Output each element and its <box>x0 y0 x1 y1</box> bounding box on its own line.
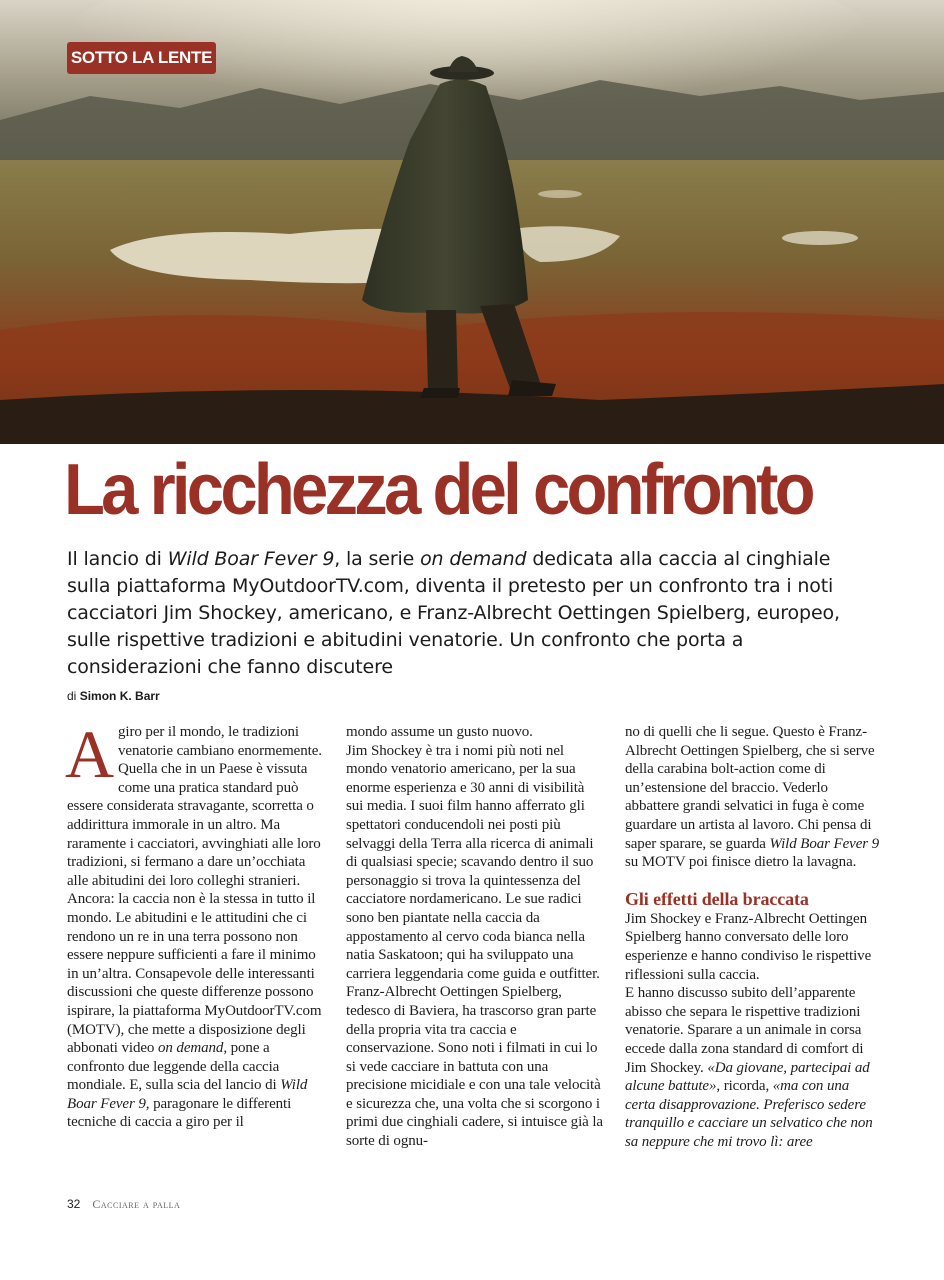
body-paragraph <box>65 716 325 890</box>
body-paragraph: Jim Shockey e Franz-Albrecht Oettingen Spielberg hanno conversato delle loro esperienze e hanno condiviso le rispettive riflessioni sulla caccia. <box>625 910 872 983</box>
body-column-2 <box>346 723 604 1151</box>
byline-author: Simon K. Barr <box>79 689 160 703</box>
standfirst <box>67 546 867 681</box>
body-text: , pone a confronto due leggende della caccia mondiale. E, sulla scia del lancio di <box>67 1040 281 1094</box>
pond-far <box>538 190 582 198</box>
quote-text: «Da giovane, partecipai ad alcune battute» <box>625 1059 870 1095</box>
magazine-name: Cacciare a palla <box>92 1197 181 1211</box>
section-subheading: Gli effetti della braccata <box>625 888 809 909</box>
body-text: giro per il mondo, le tradizioni venatorie cambiano enormemente. Quella che in un Paese è vissuta come una pratica standard può essere considerata stravagante, scorretta o addirittura immorale in un altro. Ma raramente i cacciatori, avvinghiati alle loro tradizioni, si fermano a dare un’occhiata alle abitudini dei loro colleghi stranieri. <box>67 724 322 889</box>
body-text: E hanno discusso subito dell’apparente abisso che separa le rispettive tradizioni venatorie. Sparare a un animale in corsa eccede dalla zona standard di comfort di Jim Shockey. <box>625 985 864 1076</box>
body-text: Ancora: la caccia non è la stessa in tutto il mondo. Le abitudini e le attitudini che ci rendono un re in una terra possono non essere neppure sufficienti a fare il minimo in un’altra. Consapevole delle interessanti discussioni che queste differenze possono ispirare, la piattaforma MyOutdoorTV.com (MOTV), che mette a disposizione degli abbonati video <box>67 891 322 1057</box>
byline-prefix: di <box>67 689 77 703</box>
body-paragraph <box>67 890 325 1132</box>
body-text: su MOTV poi finisce dietro la lavagna. <box>625 854 857 871</box>
page-number: 32 <box>67 1197 81 1211</box>
drop-cap: A <box>65 716 115 792</box>
article-headline: La ricchezza del confronto <box>64 450 812 530</box>
body-emphasis: Wild Boar Fever 9 <box>769 835 880 852</box>
body-text: , paragonare le differenti tecniche di caccia a giro per il <box>67 1095 292 1131</box>
hero-photo <box>0 0 944 444</box>
pond-small <box>782 231 858 245</box>
standfirst-show-title: Wild Boar Fever 9 <box>167 548 335 570</box>
body-column-3 <box>625 723 883 1151</box>
standfirst-text: dedicata alla caccia al cinghiale sulla piattaforma MyOutdoorTV.com, diventa il pretesto per un confronto tra i noti cacciatori Jim Shockey, americano, e Franz-Albrecht Oettingen Spielberg, europeo, sulle rispettive tradizioni e abitudini venatorie. Un confronto che porta a considerazioni che fanno discutere <box>67 548 840 678</box>
body-paragraph <box>625 984 883 1151</box>
body-paragraph: mondo assume un gusto nuovo. <box>346 724 533 740</box>
standfirst-text: Il lancio di <box>67 548 168 570</box>
body-column-1 <box>65 716 325 1132</box>
folio <box>67 1197 180 1212</box>
body-emphasis: Wild Boar Fever 9 <box>67 1077 308 1112</box>
byline <box>67 689 160 703</box>
quote-text: «ma con una certa disapprovazione. Preferisco sedere tranquillo e cacciare un selvatico che non sa neppure che mi trovo lì: aree <box>625 1078 873 1150</box>
body-paragraph <box>625 723 883 872</box>
body-text: , ricorda, <box>716 1078 773 1095</box>
standfirst-on-demand: on demand <box>420 548 527 570</box>
body-paragraph: Jim Shockey è tra i nomi più noti nel mondo venatorio americano, per la sua enorme esperienza e 30 anni di visibilità sui media. I suoi film hanno afferrato gli spettatori conducendoli nei posti più selvaggi della Terra alla ricerca di animali di qualsiasi specie; scavando dentro il suo personaggio si trova la quintessenza del cacciatore nordamericano. Le sue radici sono ben piantate nella caccia da appostamento al cervo coda bianca nella natia Saskatoon; qui ha sviluppato una carriera leggendaria come guida e outfitter. <box>346 742 600 982</box>
standfirst-text: , la serie <box>334 548 421 570</box>
body-paragraph: Franz-Albrecht Oettingen Spielberg, tedesco di Baviera, ha trascorso gran parte della propria vita tra caccia e conservazione. Sono noti i filmati in cui lo si vede cacciare in battuta con una precisione micidiale e con una tale velocità e sicurezza che, una volta che si scorgono i primi due cinghiali cadere, si intuisce già la sorte di ognu- <box>346 984 603 1150</box>
section-tag: SOTTO LA LENTE <box>67 42 216 74</box>
body-text: no di quelli che li segue. Questo è Franz-Albrecht Oettingen Spielberg, che si serve della carabina bolt-action come di un’estensione del braccio. Vederlo abbattere grandi selvatici in fuga è come guardare un artista al lavoro. Chi pensa di saper sparare, se guarda <box>625 724 875 852</box>
body-emphasis: on demand <box>157 1040 224 1057</box>
